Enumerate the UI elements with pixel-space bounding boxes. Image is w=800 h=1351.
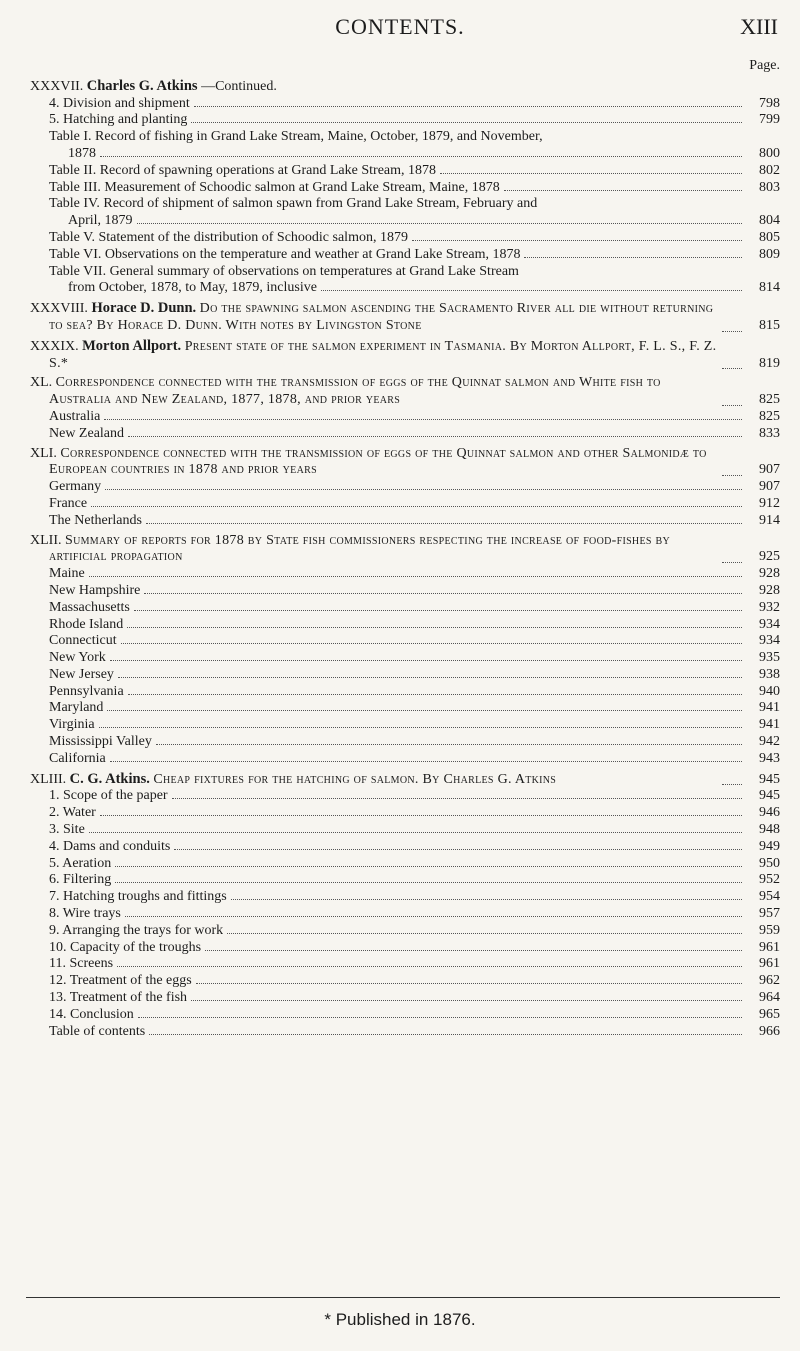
section-numeral: XXXVIII. <box>30 301 88 317</box>
entry-label-continuation: from October, 1878, to May, 1879, inclusive <box>68 280 317 296</box>
toc-section-xxxviii <box>30 300 780 335</box>
leader-dots <box>440 173 742 174</box>
entry-label <box>30 583 140 600</box>
leader-dots <box>146 523 742 524</box>
entry-text: Connecticut <box>49 633 117 649</box>
toc-entry[interactable] <box>30 822 780 839</box>
entry-label <box>30 617 123 634</box>
toc-entry[interactable] <box>30 280 780 297</box>
entry-label <box>30 409 100 426</box>
entry-label <box>30 839 170 856</box>
section-heading[interactable] <box>30 446 780 480</box>
leader-dots <box>110 660 742 661</box>
entry-text: 8. Wire trays <box>49 906 121 922</box>
entry-label <box>30 96 190 113</box>
toc-entry[interactable] <box>30 700 780 717</box>
toc-entry[interactable] <box>30 513 780 530</box>
toc-entry[interactable] <box>30 496 780 513</box>
entry-page-number: 800 <box>759 145 780 161</box>
entry-page-number: 932 <box>759 599 780 615</box>
leader-dots <box>722 475 742 476</box>
section-author: Morton Allport. <box>82 337 182 354</box>
entry-page-number: 938 <box>759 666 780 682</box>
leader-dots <box>196 983 742 984</box>
entry-label <box>30 889 227 906</box>
entry-text: The Netherlands <box>49 512 142 528</box>
entry-label <box>30 213 133 230</box>
entry-page-number: 961 <box>759 956 780 972</box>
toc-entry[interactable] <box>30 788 780 805</box>
entry-page-number: 954 <box>759 889 780 905</box>
entry-text: 1. Scope of the paper <box>49 788 168 804</box>
leader-dots <box>107 710 742 711</box>
entry-page-number: 934 <box>759 633 780 649</box>
entry-page-number: 942 <box>759 734 780 750</box>
toc-section-xli <box>30 446 780 530</box>
section-numeral: XLIII. <box>30 771 67 787</box>
leader-dots <box>89 832 742 833</box>
toc-entry[interactable] <box>30 990 780 1007</box>
entry-page-number: 798 <box>759 95 780 111</box>
section-title: Summary of reports for 1878 by State fish commissioners respecting the increase of food-fishes by artificial propagation <box>49 532 671 565</box>
section-title: —Continued. <box>201 78 277 94</box>
leader-dots <box>117 966 742 967</box>
toc-section-xxxvii <box>30 78 780 297</box>
entry-page-number: 912 <box>759 495 780 511</box>
entry-text: California <box>49 750 106 766</box>
entry-label <box>30 684 124 701</box>
section-numeral: XXXVII. <box>30 78 84 94</box>
roman-page-number: XIII <box>740 14 778 39</box>
entry-page-number: 949 <box>759 838 780 854</box>
entry-page-number: 952 <box>759 872 780 888</box>
entry-label <box>30 734 152 751</box>
entry-page-number: 959 <box>759 922 780 938</box>
entry-label <box>30 496 87 513</box>
page-column-label: Page. <box>749 58 780 73</box>
section-heading[interactable] <box>30 300 780 335</box>
toc-entry[interactable] <box>30 600 780 617</box>
entry-page-number: 803 <box>759 179 780 195</box>
entry-page-number: 957 <box>759 906 780 922</box>
leader-dots <box>227 933 742 934</box>
entry-text: Table II. Record of spawning operations at Grand Lake Stream, 1878 <box>49 162 437 178</box>
entry-label <box>30 856 111 873</box>
entry-label-line[interactable]: Table IV. Record of shipment of salmon spawn from Grand Lake Stream, February and <box>49 196 538 212</box>
entry-page-number: 833 <box>759 425 780 441</box>
leader-dots <box>91 506 742 507</box>
leader-dots <box>125 916 742 917</box>
toc-entry[interactable] <box>30 717 780 734</box>
page-column-header <box>30 58 780 75</box>
entry-text: 4. Dams and conduits <box>49 838 171 854</box>
entry-label <box>30 650 106 667</box>
section-author: Charles G. Atkins <box>86 77 198 94</box>
leader-dots <box>128 436 742 437</box>
entry-page-number: 945 <box>759 788 780 804</box>
entry-text: Maryland <box>49 700 104 716</box>
leader-dots <box>194 106 742 107</box>
entry-page-number: 950 <box>759 855 780 871</box>
entry-text: 6. Filtering <box>49 872 112 888</box>
entry-label <box>30 940 201 957</box>
toc-entry[interactable] <box>30 734 780 751</box>
section-title: Correspondence connected with the transmission of eggs of the Quinnat salmon and White fish to Australia and New Zealand, 1877, 1878, and prior years <box>49 375 661 408</box>
toc-entry[interactable] <box>30 973 780 990</box>
toc-section-xliii <box>30 771 780 1041</box>
entry-label <box>30 1007 134 1024</box>
leader-dots <box>144 593 742 594</box>
toc-entry[interactable] <box>30 805 780 822</box>
leader-dots <box>105 489 742 490</box>
toc-section-xxxix <box>30 338 780 373</box>
toc-entry[interactable] <box>30 96 780 113</box>
entry-label <box>30 163 436 180</box>
leader-dots <box>104 419 742 420</box>
toc-entry[interactable] <box>30 667 780 684</box>
entry-page-number: 802 <box>759 162 780 178</box>
entry-page-number: 966 <box>759 1023 780 1039</box>
entry-page-number: 941 <box>759 717 780 733</box>
section-page-number: 819 <box>759 355 780 371</box>
entry-label <box>30 872 111 889</box>
toc-entry[interactable] <box>30 633 780 650</box>
entry-label-line[interactable]: Table VII. General summary of observations on temperatures at Grand Lake Stream <box>49 263 519 279</box>
section-numeral: XXXIX. <box>30 338 79 354</box>
section-title: Present state of the salmon experiment in Tasmania. By Morton Allport, F. L. S., F. Z. S.* <box>49 338 717 371</box>
entry-label <box>30 426 124 443</box>
toc-entry[interactable] <box>30 1007 780 1024</box>
section-heading[interactable] <box>30 78 780 96</box>
toc-entry[interactable] <box>30 1024 780 1041</box>
toc-entry[interactable] <box>30 889 780 906</box>
toc-entry[interactable] <box>30 684 780 701</box>
toc-entry[interactable] <box>30 906 780 923</box>
entry-text: New Jersey <box>49 666 114 682</box>
entry-label <box>30 973 192 990</box>
toc-entry[interactable] <box>30 163 780 180</box>
leader-dots <box>100 156 742 157</box>
leader-dots <box>100 815 742 816</box>
entry-text: New Zealand <box>49 425 125 441</box>
entry-page-number: 804 <box>759 213 780 229</box>
entry-label <box>30 822 85 839</box>
toc-entry[interactable] <box>30 479 780 496</box>
toc-entry[interactable] <box>30 230 780 247</box>
leader-dots <box>121 643 742 644</box>
entry-page-number: 928 <box>759 582 780 598</box>
entry-text: Table VI. Observations on the temperature and weather at Grand Lake Stream, 1878 <box>49 246 521 262</box>
entry-page-number: 948 <box>759 822 780 838</box>
entry-label <box>30 180 500 197</box>
entry-text: Virginia <box>49 717 95 733</box>
entry-label <box>30 923 223 940</box>
toc-section-xl <box>30 375 780 442</box>
leader-dots <box>128 694 742 695</box>
entry-text: 5. Hatching and planting <box>49 112 188 128</box>
entry-label <box>30 566 85 583</box>
entry-text: Germany <box>49 479 102 495</box>
leader-dots <box>134 610 742 611</box>
section-author: Horace D. Dunn. <box>91 300 197 317</box>
entry-text: 2. Water <box>49 805 96 821</box>
leader-dots <box>99 727 742 728</box>
section-numeral: XL. <box>30 375 53 391</box>
entry-label <box>30 788 168 805</box>
leader-dots <box>191 1000 742 1001</box>
entry-text: 7. Hatching troughs and fittings <box>49 889 227 905</box>
page-title: CONTENTS. <box>335 14 465 39</box>
section-page-number: 907 <box>759 462 780 478</box>
toc-entry[interactable] <box>30 409 780 426</box>
entry-text: Maine <box>49 566 85 582</box>
entry-page-number: 907 <box>759 479 780 495</box>
section-page-number: 815 <box>759 317 780 333</box>
entry-text: 10. Capacity of the troughs <box>49 939 202 955</box>
entry-page-number: 799 <box>759 112 780 128</box>
entry-page-number: 961 <box>759 939 780 955</box>
entry-page-number: 825 <box>759 408 780 424</box>
entry-text: 3. Site <box>49 822 85 838</box>
section-title: Do the spawning salmon ascending the Sacramento River all die without returning to sea? By Horace D. Dunn. With notes by Livingston Stone <box>49 301 714 333</box>
entry-label <box>30 513 142 530</box>
toc-section-xlii <box>30 533 780 768</box>
entry-text: 5. Aeration <box>49 855 112 871</box>
leader-dots <box>138 1017 742 1018</box>
leader-dots <box>172 798 742 799</box>
leader-dots <box>127 627 742 628</box>
entry-text: Table of contents <box>49 1023 146 1039</box>
section-page-number: 925 <box>759 549 780 565</box>
entry-page-number: 940 <box>759 683 780 699</box>
leader-dots <box>524 257 742 258</box>
table-of-contents <box>30 58 780 1040</box>
entry-page-number: 962 <box>759 973 780 989</box>
entry-page-number: 941 <box>759 700 780 716</box>
leader-dots <box>115 882 742 883</box>
toc-entry[interactable] <box>30 566 780 583</box>
entry-text: New York <box>49 650 106 666</box>
leader-dots <box>89 576 742 577</box>
toc-entry[interactable] <box>30 426 780 443</box>
entry-label <box>30 700 103 717</box>
entry-text: 13. Treatment of the fish <box>49 990 188 1006</box>
entry-label-line[interactable]: Table I. Record of fishing in Grand Lake Stream, Maine, October, 1879, and November, <box>49 129 543 145</box>
toc-entry[interactable] <box>30 839 780 856</box>
leader-dots <box>722 405 742 406</box>
entry-text: Australia <box>49 408 101 424</box>
entry-text: 14. Conclusion <box>49 1006 134 1022</box>
entry-label <box>30 247 520 264</box>
entry-page-number: 814 <box>759 280 780 296</box>
section-numeral: XLI. <box>30 445 57 461</box>
entry-label <box>30 112 187 129</box>
entry-text: New Hampshire <box>49 582 141 598</box>
section-page-number: 825 <box>759 392 780 408</box>
section-heading[interactable] <box>30 375 780 409</box>
entry-page-number: 943 <box>759 750 780 766</box>
entry-text: 11. Screens <box>49 956 114 972</box>
entry-label <box>30 990 187 1007</box>
entry-text: Table V. Statement of the distribution of Schoodic salmon, 1879 <box>49 229 408 245</box>
entry-page-number: 934 <box>759 616 780 632</box>
entry-label-continuation: 1878 <box>68 145 96 161</box>
leader-dots <box>205 950 742 951</box>
toc-entry[interactable] <box>30 940 780 957</box>
section-title: Correspondence connected with the transmission of eggs of the Quinnat salmon and other Salmonidæ to European countries in 1878 and prior years <box>49 445 707 478</box>
leader-dots <box>115 866 742 867</box>
entry-label <box>30 633 117 650</box>
leader-dots <box>156 744 742 745</box>
entry-text: Massachusetts <box>49 599 130 615</box>
entry-label <box>30 751 106 768</box>
leader-dots <box>412 240 742 241</box>
leader-dots <box>722 331 742 332</box>
entry-page-number: 946 <box>759 805 780 821</box>
leader-dots <box>231 899 742 900</box>
toc-entry[interactable] <box>30 751 780 768</box>
toc-entry[interactable] <box>30 923 780 940</box>
section-heading[interactable] <box>30 533 780 567</box>
section-page-number: 945 <box>759 771 780 787</box>
leader-dots <box>722 784 742 785</box>
entry-page-number: 914 <box>759 512 780 528</box>
entry-text: France <box>49 495 88 511</box>
entry-text: 9. Arranging the trays for work <box>49 922 224 938</box>
entry-page-number: 964 <box>759 990 780 1006</box>
entry-text: Table III. Measurement of Schoodic salmon at Grand Lake Stream, Maine, 1878 <box>49 179 500 195</box>
entry-label <box>30 805 96 822</box>
section-heading[interactable] <box>30 771 780 789</box>
leader-dots <box>174 849 742 850</box>
entry-text: Mississippi Valley <box>49 734 152 750</box>
page-header <box>20 14 780 44</box>
entry-page-number: 809 <box>759 246 780 262</box>
section-heading[interactable] <box>30 338 780 373</box>
entry-label <box>30 146 96 163</box>
entry-page-number: 928 <box>759 566 780 582</box>
leader-dots <box>149 1034 742 1035</box>
leader-dots <box>722 562 742 563</box>
toc-entry[interactable] <box>30 213 780 230</box>
entry-label-continuation: April, 1879 <box>68 213 133 229</box>
entry-label <box>30 956 113 973</box>
entry-label <box>30 906 121 923</box>
section-numeral: XLII. <box>30 532 62 548</box>
entry-label <box>30 479 101 496</box>
leader-dots <box>191 122 742 123</box>
footnote-divider <box>26 1297 780 1298</box>
entry-label <box>30 280 317 297</box>
leader-dots <box>722 368 742 369</box>
toc-entry[interactable] <box>30 583 780 600</box>
entry-label <box>30 1024 145 1041</box>
toc-entry[interactable] <box>30 146 780 163</box>
entry-label <box>30 717 95 734</box>
section-title: Cheap fixtures for the hatching of salmon. By Charles G. Atkins <box>153 771 557 787</box>
toc-entry[interactable] <box>30 650 780 667</box>
entry-page-number: 805 <box>759 229 780 245</box>
footnote: * Published in 1876. <box>324 1310 476 1329</box>
leader-dots <box>321 290 742 291</box>
leader-dots <box>118 677 742 678</box>
entry-text: 12. Treatment of the eggs <box>49 973 192 989</box>
entry-label <box>30 230 408 247</box>
entry-page-number: 935 <box>759 650 780 666</box>
leader-dots <box>137 223 742 224</box>
entry-text: Pennsylvania <box>49 683 124 699</box>
leader-dots <box>110 761 742 762</box>
entry-text: Rhode Island <box>49 616 124 632</box>
section-author: C. G. Atkins. <box>69 770 150 787</box>
entry-page-number: 965 <box>759 1006 780 1022</box>
toc-entry[interactable] <box>30 247 780 264</box>
toc-entry[interactable] <box>30 856 780 873</box>
toc-entry[interactable] <box>30 180 780 197</box>
entry-label <box>30 667 114 684</box>
toc-entry[interactable] <box>30 617 780 634</box>
toc-entry[interactable] <box>30 956 780 973</box>
entry-text: 4. Division and shipment <box>49 95 190 111</box>
toc-entry[interactable] <box>30 872 780 889</box>
entry-label <box>30 600 130 617</box>
leader-dots <box>504 190 742 191</box>
toc-entry[interactable] <box>30 112 780 129</box>
